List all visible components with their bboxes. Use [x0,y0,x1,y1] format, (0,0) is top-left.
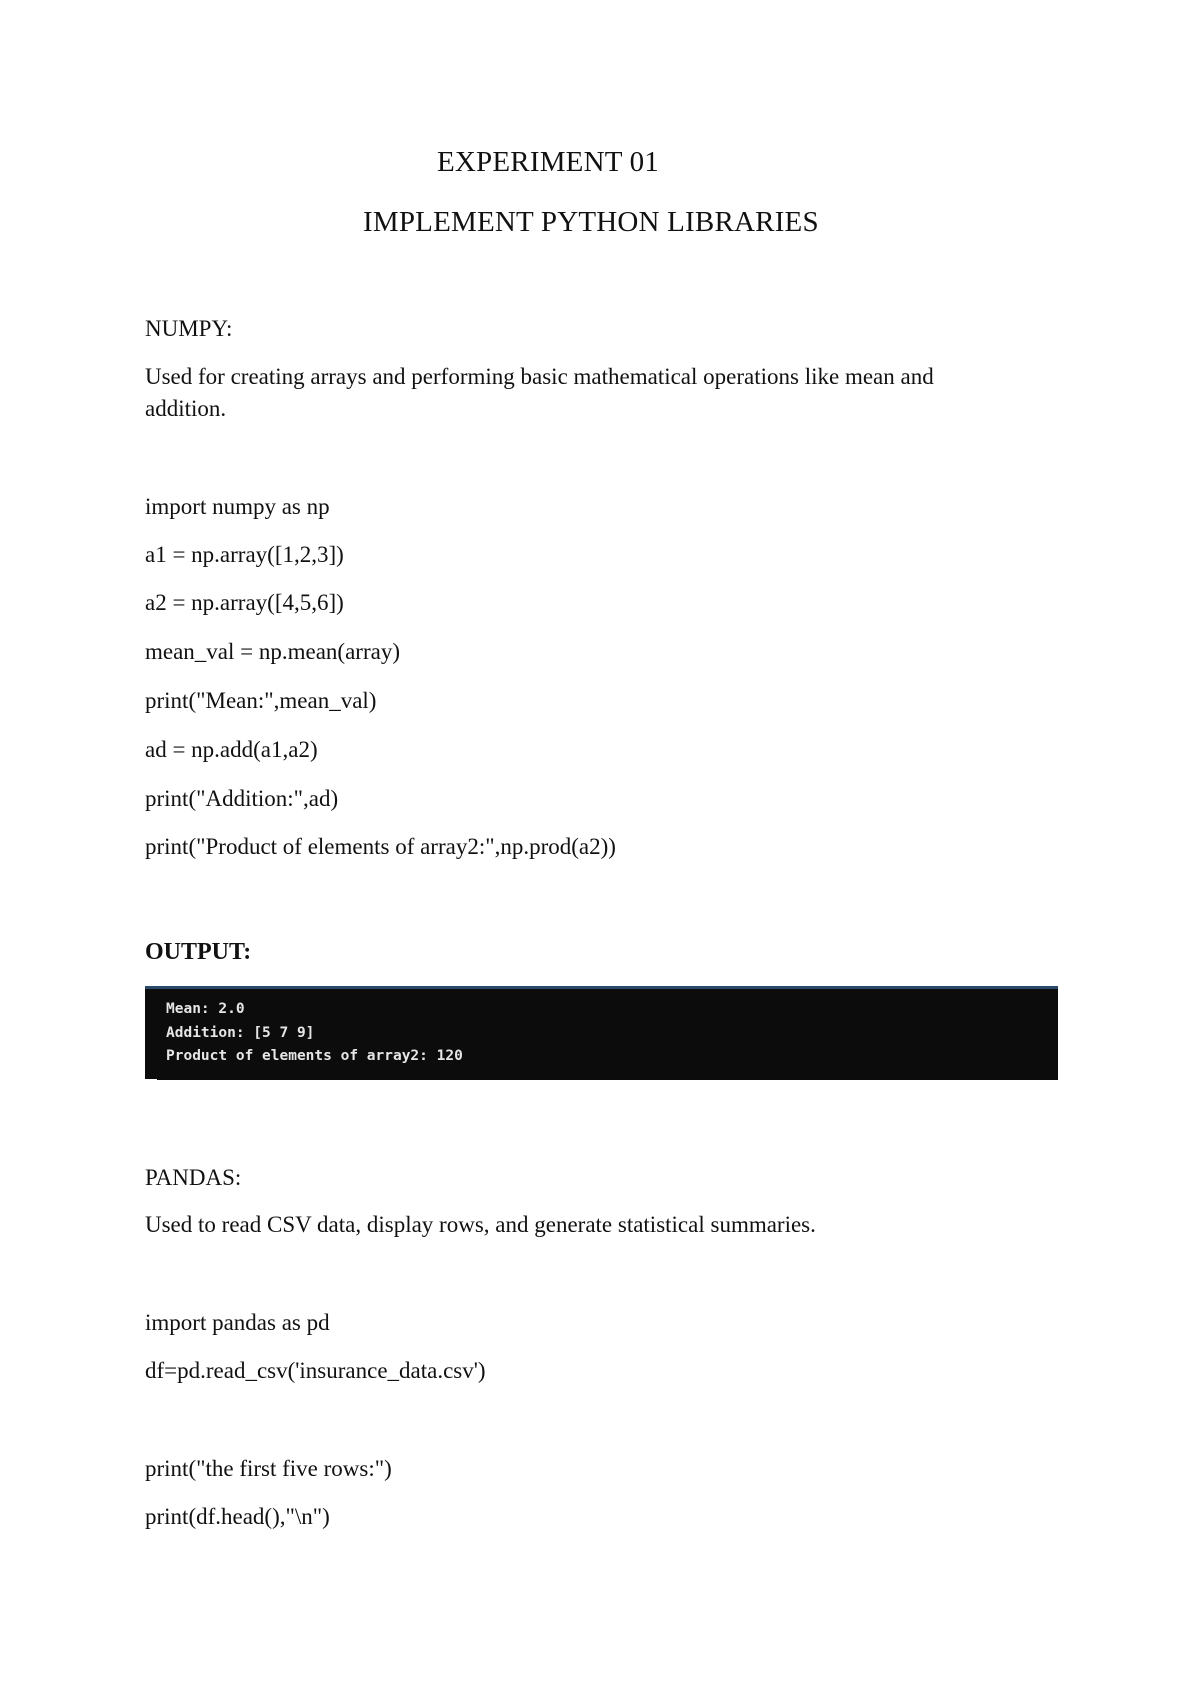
terminal-line: Mean: 2.0 [166,1001,245,1017]
page-title: EXPERIMENT 01 [437,146,659,178]
page-subtitle: IMPLEMENT PYTHON LIBRARIES [363,206,819,238]
pandas-heading: PANDAS: [145,1165,242,1190]
terminal-output-screenshot [145,986,1058,1080]
terminal-line: Product of elements of array2: 120 [166,1048,463,1064]
code-line: print(df.head(),"\n") [145,1504,330,1529]
pandas-description: Used to read CSV data, display rows, and generate statistical summaries. [145,1212,816,1237]
terminal-cursor-marker [145,1079,157,1081]
code-line: a2 = np.array([4,5,6]) [145,590,344,615]
code-line: import numpy as np [145,494,330,519]
code-line: print("Addition:",ad) [145,786,339,811]
numpy-description: Used for creating arrays and performing basic mathematical operations like mean and addition. [145,364,934,421]
code-line: mean_val = np.mean(array) [145,639,400,664]
code-line: a1 = np.array([1,2,3]) [145,542,344,567]
code-line: print("Mean:",mean_val) [145,688,377,713]
numpy-heading: NUMPY: [145,316,233,341]
code-line: import pandas as pd [145,1310,330,1335]
code-line: print("Product of elements of array2:",np.prod(a2)) [145,834,616,859]
output-heading: OUTPUT: [145,939,252,965]
terminal-line: Addition: [5 7 9] [166,1025,315,1041]
code-line: print("the first five rows:") [145,1456,392,1481]
code-line: ad = np.add(a1,a2) [145,737,318,762]
code-line: df=pd.read_csv('insurance_data.csv') [145,1358,486,1383]
